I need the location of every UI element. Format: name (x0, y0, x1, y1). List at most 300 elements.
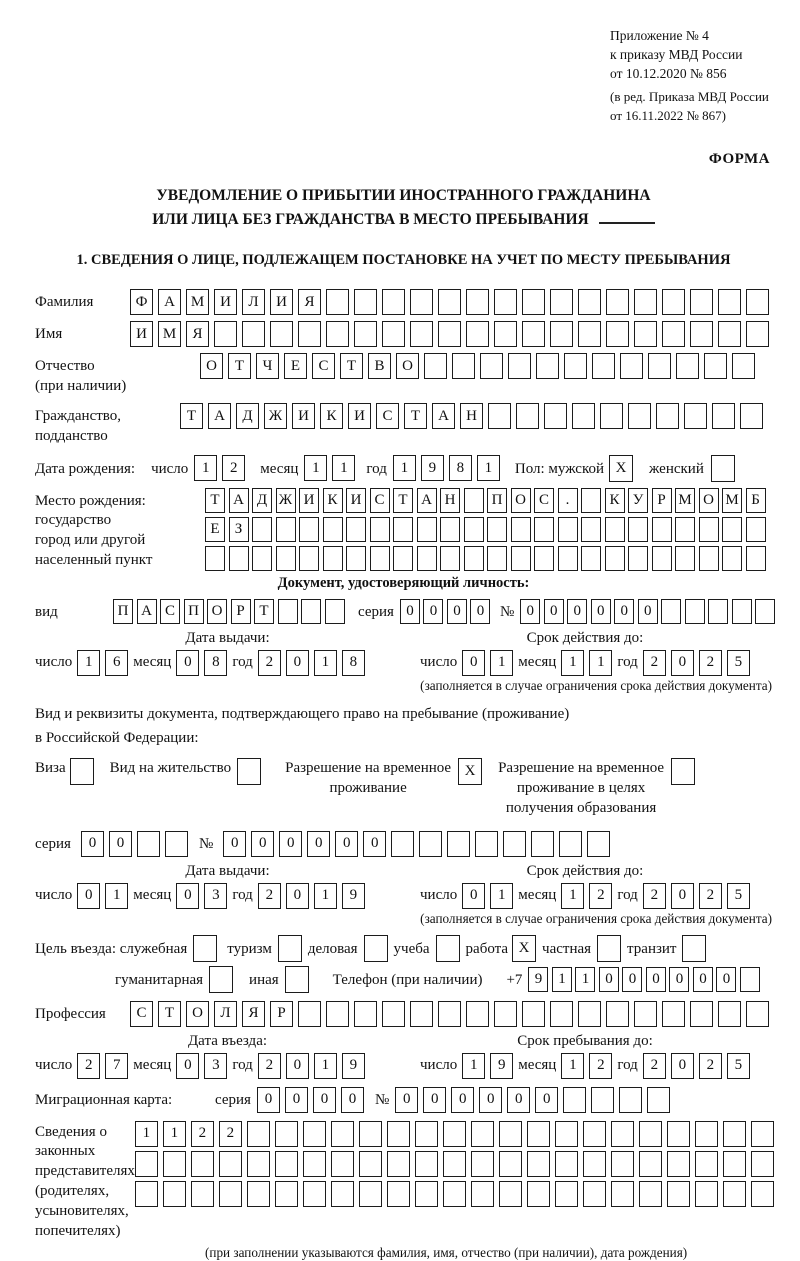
char-cell[interactable] (487, 517, 507, 542)
char-cell[interactable] (382, 321, 405, 347)
char-cell[interactable]: 1 (314, 883, 337, 909)
char-cell[interactable] (544, 403, 567, 429)
char-cell[interactable]: О (200, 353, 223, 379)
char-cell[interactable] (675, 546, 695, 571)
char-cell[interactable]: 0 (335, 831, 358, 857)
char-cell[interactable]: 0 (81, 831, 104, 857)
char-cell[interactable]: А (432, 403, 455, 429)
char-cell[interactable]: 0 (223, 831, 246, 857)
char-cell[interactable]: 1 (105, 883, 128, 909)
char-cell[interactable]: О (699, 488, 719, 513)
char-cell[interactable]: 0 (638, 599, 658, 624)
char-cell[interactable] (675, 517, 695, 542)
char-cell[interactable] (252, 517, 272, 542)
char-cell[interactable] (676, 353, 699, 379)
char-cell[interactable] (480, 353, 503, 379)
char-cell[interactable] (303, 1121, 326, 1147)
char-cell[interactable] (699, 517, 719, 542)
char-cell[interactable]: 0 (307, 831, 330, 857)
char-cell[interactable] (331, 1151, 354, 1177)
char-cell[interactable] (475, 831, 498, 857)
char-cell[interactable] (718, 321, 741, 347)
char-cell[interactable] (191, 1181, 214, 1207)
char-cell[interactable]: О (186, 1001, 209, 1027)
char-cell[interactable] (393, 517, 413, 542)
char-cell[interactable]: 0 (462, 650, 485, 676)
purpose-study-checkbox[interactable] (436, 935, 460, 962)
char-cell[interactable]: 0 (520, 599, 540, 624)
char-cell[interactable]: 0 (423, 1087, 446, 1113)
char-cell[interactable]: 0 (669, 967, 689, 992)
char-cell[interactable]: 8 (342, 650, 365, 676)
temp-residence-edu-checkbox[interactable] (671, 758, 695, 785)
char-cell[interactable]: 0 (671, 883, 694, 909)
char-cell[interactable]: 1 (561, 650, 584, 676)
char-cell[interactable] (494, 289, 517, 315)
char-cell[interactable]: 1 (163, 1121, 186, 1147)
char-cell[interactable] (755, 599, 775, 624)
char-cell[interactable] (447, 831, 470, 857)
char-cell[interactable] (443, 1181, 466, 1207)
char-cell[interactable] (619, 1087, 642, 1113)
char-cell[interactable] (690, 289, 713, 315)
char-cell[interactable]: 1 (552, 967, 572, 992)
char-cell[interactable]: С (376, 403, 399, 429)
char-cell[interactable] (464, 517, 484, 542)
char-cell[interactable] (652, 517, 672, 542)
char-cell[interactable] (555, 1121, 578, 1147)
char-cell[interactable] (326, 289, 349, 315)
char-cell[interactable] (303, 1181, 326, 1207)
char-cell[interactable]: 2 (643, 883, 666, 909)
char-cell[interactable] (718, 289, 741, 315)
char-cell[interactable]: С (130, 1001, 153, 1027)
char-cell[interactable]: Т (254, 599, 274, 624)
char-cell[interactable] (219, 1151, 242, 1177)
char-cell[interactable] (135, 1151, 158, 1177)
char-cell[interactable] (578, 289, 601, 315)
char-cell[interactable]: 2 (589, 883, 612, 909)
char-cell[interactable]: 2 (191, 1121, 214, 1147)
char-cell[interactable] (559, 831, 582, 857)
char-cell[interactable] (511, 546, 531, 571)
char-cell[interactable] (685, 599, 705, 624)
char-cell[interactable]: 2 (699, 883, 722, 909)
char-cell[interactable] (359, 1181, 382, 1207)
char-cell[interactable] (331, 1121, 354, 1147)
char-cell[interactable]: 0 (622, 967, 642, 992)
char-cell[interactable] (275, 1121, 298, 1147)
char-cell[interactable] (751, 1181, 774, 1207)
char-cell[interactable] (438, 1001, 461, 1027)
char-cell[interactable] (219, 1181, 242, 1207)
char-cell[interactable]: Т (404, 403, 427, 429)
char-cell[interactable]: П (487, 488, 507, 513)
char-cell[interactable] (605, 517, 625, 542)
char-cell[interactable] (611, 1181, 634, 1207)
char-cell[interactable] (611, 1151, 634, 1177)
char-cell[interactable] (662, 1001, 685, 1027)
char-cell[interactable] (415, 1151, 438, 1177)
char-cell[interactable]: 2 (219, 1121, 242, 1147)
char-cell[interactable] (527, 1121, 550, 1147)
char-cell[interactable] (583, 1181, 606, 1207)
char-cell[interactable]: О (396, 353, 419, 379)
char-cell[interactable] (163, 1151, 186, 1177)
char-cell[interactable] (634, 321, 657, 347)
char-cell[interactable]: Я (186, 321, 209, 347)
char-cell[interactable]: Ф (130, 289, 153, 315)
char-cell[interactable]: С (160, 599, 180, 624)
char-cell[interactable] (667, 1151, 690, 1177)
char-cell[interactable] (578, 1001, 601, 1027)
char-cell[interactable] (247, 1151, 270, 1177)
char-cell[interactable] (527, 1151, 550, 1177)
char-cell[interactable]: 0 (176, 1053, 199, 1079)
char-cell[interactable]: И (348, 403, 371, 429)
char-cell[interactable]: 0 (313, 1087, 336, 1113)
char-cell[interactable]: 7 (105, 1053, 128, 1079)
char-cell[interactable]: Ж (264, 403, 287, 429)
char-cell[interactable]: 0 (286, 883, 309, 909)
char-cell[interactable] (466, 321, 489, 347)
char-cell[interactable]: Ж (276, 488, 296, 513)
char-cell[interactable] (550, 321, 573, 347)
char-cell[interactable] (303, 1151, 326, 1177)
purpose-humanitarian-checkbox[interactable] (209, 966, 233, 993)
char-cell[interactable]: Н (440, 488, 460, 513)
char-cell[interactable] (723, 1121, 746, 1147)
char-cell[interactable]: 0 (279, 831, 302, 857)
sex-male-checkbox[interactable]: X (609, 455, 633, 482)
char-cell[interactable]: И (270, 289, 293, 315)
char-cell[interactable] (275, 1151, 298, 1177)
char-cell[interactable] (359, 1151, 382, 1177)
char-cell[interactable]: К (320, 403, 343, 429)
char-cell[interactable]: 2 (258, 1053, 281, 1079)
char-cell[interactable] (516, 403, 539, 429)
char-cell[interactable] (581, 546, 601, 571)
char-cell[interactable] (382, 1001, 405, 1027)
char-cell[interactable]: С (312, 353, 335, 379)
char-cell[interactable] (488, 403, 511, 429)
purpose-transit-checkbox[interactable] (682, 935, 706, 962)
char-cell[interactable] (247, 1121, 270, 1147)
char-cell[interactable] (581, 517, 601, 542)
char-cell[interactable] (354, 1001, 377, 1027)
char-cell[interactable] (247, 1181, 270, 1207)
char-cell[interactable] (275, 1181, 298, 1207)
char-cell[interactable] (278, 599, 298, 624)
char-cell[interactable] (354, 289, 377, 315)
char-cell[interactable]: Е (205, 517, 225, 542)
char-cell[interactable]: А (417, 488, 437, 513)
char-cell[interactable]: Л (214, 1001, 237, 1027)
char-cell[interactable] (331, 1181, 354, 1207)
char-cell[interactable] (326, 1001, 349, 1027)
char-cell[interactable] (438, 321, 461, 347)
char-cell[interactable] (661, 599, 681, 624)
char-cell[interactable]: 0 (591, 599, 611, 624)
char-cell[interactable]: А (137, 599, 157, 624)
char-cell[interactable] (440, 517, 460, 542)
char-cell[interactable]: 0 (614, 599, 634, 624)
char-cell[interactable] (662, 321, 685, 347)
char-cell[interactable] (628, 517, 648, 542)
char-cell[interactable]: 0 (363, 831, 386, 857)
char-cell[interactable] (620, 353, 643, 379)
char-cell[interactable]: 9 (490, 1053, 513, 1079)
char-cell[interactable]: 9 (528, 967, 548, 992)
char-cell[interactable] (695, 1181, 718, 1207)
char-cell[interactable] (606, 321, 629, 347)
char-cell[interactable]: М (186, 289, 209, 315)
char-cell[interactable] (270, 321, 293, 347)
char-cell[interactable] (578, 321, 601, 347)
char-cell[interactable] (522, 289, 545, 315)
char-cell[interactable] (708, 599, 728, 624)
char-cell[interactable] (550, 289, 573, 315)
char-cell[interactable] (276, 546, 296, 571)
char-cell[interactable]: 0 (535, 1087, 558, 1113)
char-cell[interactable]: И (346, 488, 366, 513)
char-cell[interactable]: Е (284, 353, 307, 379)
char-cell[interactable]: 0 (447, 599, 467, 624)
char-cell[interactable] (466, 289, 489, 315)
temp-residence-checkbox[interactable]: X (458, 758, 482, 785)
char-cell[interactable] (639, 1151, 662, 1177)
char-cell[interactable] (639, 1181, 662, 1207)
char-cell[interactable] (712, 403, 735, 429)
char-cell[interactable] (391, 831, 414, 857)
char-cell[interactable]: 8 (204, 650, 227, 676)
char-cell[interactable]: К (323, 488, 343, 513)
char-cell[interactable]: 0 (176, 883, 199, 909)
char-cell[interactable]: 1 (561, 883, 584, 909)
char-cell[interactable] (354, 321, 377, 347)
char-cell[interactable] (382, 289, 405, 315)
char-cell[interactable]: 1 (561, 1053, 584, 1079)
char-cell[interactable]: Т (393, 488, 413, 513)
char-cell[interactable]: 0 (716, 967, 736, 992)
char-cell[interactable] (252, 546, 272, 571)
char-cell[interactable] (690, 1001, 713, 1027)
char-cell[interactable] (732, 353, 755, 379)
char-cell[interactable] (443, 1121, 466, 1147)
char-cell[interactable] (690, 321, 713, 347)
char-cell[interactable]: 5 (727, 883, 750, 909)
char-cell[interactable]: К (605, 488, 625, 513)
char-cell[interactable]: 0 (285, 1087, 308, 1113)
char-cell[interactable]: 0 (286, 1053, 309, 1079)
char-cell[interactable] (667, 1121, 690, 1147)
char-cell[interactable] (415, 1181, 438, 1207)
char-cell[interactable] (511, 517, 531, 542)
char-cell[interactable] (740, 403, 763, 429)
char-cell[interactable]: 0 (395, 1087, 418, 1113)
char-cell[interactable]: Р (652, 488, 672, 513)
char-cell[interactable] (558, 546, 578, 571)
char-cell[interactable]: 0 (400, 599, 420, 624)
char-cell[interactable]: В (368, 353, 391, 379)
char-cell[interactable] (387, 1181, 410, 1207)
char-cell[interactable] (592, 353, 615, 379)
char-cell[interactable] (723, 1151, 746, 1177)
char-cell[interactable]: С (534, 488, 554, 513)
char-cell[interactable]: Я (298, 289, 321, 315)
char-cell[interactable] (550, 1001, 573, 1027)
char-cell[interactable] (323, 517, 343, 542)
char-cell[interactable] (699, 546, 719, 571)
char-cell[interactable]: 2 (258, 650, 281, 676)
char-cell[interactable] (499, 1121, 522, 1147)
char-cell[interactable] (137, 831, 160, 857)
char-cell[interactable]: 0 (470, 599, 490, 624)
char-cell[interactable] (522, 1001, 545, 1027)
char-cell[interactable] (751, 1121, 774, 1147)
char-cell[interactable]: Т (340, 353, 363, 379)
char-cell[interactable] (276, 517, 296, 542)
char-cell[interactable] (695, 1151, 718, 1177)
char-cell[interactable]: 0 (462, 883, 485, 909)
purpose-official-checkbox[interactable] (193, 935, 217, 962)
char-cell[interactable] (464, 488, 484, 513)
char-cell[interactable] (662, 289, 685, 315)
char-cell[interactable] (242, 321, 265, 347)
purpose-private-checkbox[interactable] (597, 935, 621, 962)
char-cell[interactable] (605, 546, 625, 571)
char-cell[interactable]: С (370, 488, 390, 513)
char-cell[interactable] (325, 599, 345, 624)
char-cell[interactable] (732, 599, 752, 624)
char-cell[interactable] (417, 517, 437, 542)
char-cell[interactable] (471, 1151, 494, 1177)
char-cell[interactable] (499, 1181, 522, 1207)
char-cell[interactable] (639, 1121, 662, 1147)
char-cell[interactable] (563, 1087, 586, 1113)
char-cell[interactable] (410, 289, 433, 315)
char-cell[interactable] (387, 1151, 410, 1177)
char-cell[interactable]: 1 (77, 650, 100, 676)
char-cell[interactable] (746, 546, 766, 571)
char-cell[interactable] (205, 546, 225, 571)
char-cell[interactable]: 6 (105, 650, 128, 676)
char-cell[interactable] (587, 831, 610, 857)
char-cell[interactable] (704, 353, 727, 379)
char-cell[interactable]: 2 (258, 883, 281, 909)
char-cell[interactable]: 2 (699, 650, 722, 676)
char-cell[interactable]: 2 (643, 1053, 666, 1079)
char-cell[interactable]: 0 (251, 831, 274, 857)
char-cell[interactable] (581, 488, 601, 513)
char-cell[interactable] (536, 353, 559, 379)
char-cell[interactable] (471, 1181, 494, 1207)
char-cell[interactable] (600, 403, 623, 429)
purpose-other-checkbox[interactable] (285, 966, 309, 993)
char-cell[interactable]: 0 (423, 599, 443, 624)
char-cell[interactable]: О (511, 488, 531, 513)
char-cell[interactable]: 9 (342, 1053, 365, 1079)
char-cell[interactable] (572, 403, 595, 429)
char-cell[interactable]: 1 (314, 1053, 337, 1079)
char-cell[interactable] (718, 1001, 741, 1027)
char-cell[interactable] (326, 321, 349, 347)
char-cell[interactable]: Д (236, 403, 259, 429)
char-cell[interactable]: А (229, 488, 249, 513)
char-cell[interactable]: Н (460, 403, 483, 429)
char-cell[interactable] (564, 353, 587, 379)
char-cell[interactable] (494, 1001, 517, 1027)
char-cell[interactable]: И (130, 321, 153, 347)
char-cell[interactable]: 2 (589, 1053, 612, 1079)
char-cell[interactable]: 1 (462, 1053, 485, 1079)
char-cell[interactable]: 1 (314, 650, 337, 676)
char-cell[interactable] (555, 1181, 578, 1207)
char-cell[interactable]: 0 (671, 1053, 694, 1079)
char-cell[interactable] (583, 1121, 606, 1147)
char-cell[interactable]: 9 (342, 883, 365, 909)
char-cell[interactable] (695, 1121, 718, 1147)
char-cell[interactable]: . (558, 488, 578, 513)
char-cell[interactable] (393, 546, 413, 571)
char-cell[interactable] (628, 546, 648, 571)
char-cell[interactable]: 0 (479, 1087, 502, 1113)
char-cell[interactable]: М (722, 488, 742, 513)
char-cell[interactable] (634, 289, 657, 315)
char-cell[interactable]: 5 (727, 650, 750, 676)
char-cell[interactable]: 2 (222, 455, 245, 481)
char-cell[interactable]: 0 (507, 1087, 530, 1113)
char-cell[interactable]: У (628, 488, 648, 513)
char-cell[interactable] (471, 1121, 494, 1147)
char-cell[interactable] (298, 1001, 321, 1027)
char-cell[interactable] (299, 517, 319, 542)
char-cell[interactable]: М (675, 488, 695, 513)
char-cell[interactable]: И (299, 488, 319, 513)
char-cell[interactable] (723, 1181, 746, 1207)
purpose-work-checkbox[interactable]: X (512, 935, 536, 962)
char-cell[interactable]: П (184, 599, 204, 624)
char-cell[interactable]: 1 (332, 455, 355, 481)
char-cell[interactable]: 0 (451, 1087, 474, 1113)
char-cell[interactable]: 0 (109, 831, 132, 857)
char-cell[interactable]: П (113, 599, 133, 624)
char-cell[interactable]: Д (252, 488, 272, 513)
char-cell[interactable] (424, 353, 447, 379)
char-cell[interactable] (667, 1181, 690, 1207)
char-cell[interactable] (438, 289, 461, 315)
char-cell[interactable]: 1 (393, 455, 416, 481)
char-cell[interactable] (647, 1087, 670, 1113)
char-cell[interactable] (299, 546, 319, 571)
sex-female-checkbox[interactable] (711, 455, 735, 482)
char-cell[interactable]: 0 (671, 650, 694, 676)
char-cell[interactable] (494, 321, 517, 347)
char-cell[interactable] (191, 1151, 214, 1177)
char-cell[interactable]: З (229, 517, 249, 542)
char-cell[interactable]: 5 (727, 1053, 750, 1079)
char-cell[interactable] (558, 517, 578, 542)
char-cell[interactable]: Т (158, 1001, 181, 1027)
char-cell[interactable]: И (214, 289, 237, 315)
char-cell[interactable]: 0 (341, 1087, 364, 1113)
char-cell[interactable] (165, 831, 188, 857)
char-cell[interactable] (684, 403, 707, 429)
char-cell[interactable]: 1 (304, 455, 327, 481)
char-cell[interactable] (229, 546, 249, 571)
char-cell[interactable] (722, 517, 742, 542)
char-cell[interactable]: 3 (204, 1053, 227, 1079)
